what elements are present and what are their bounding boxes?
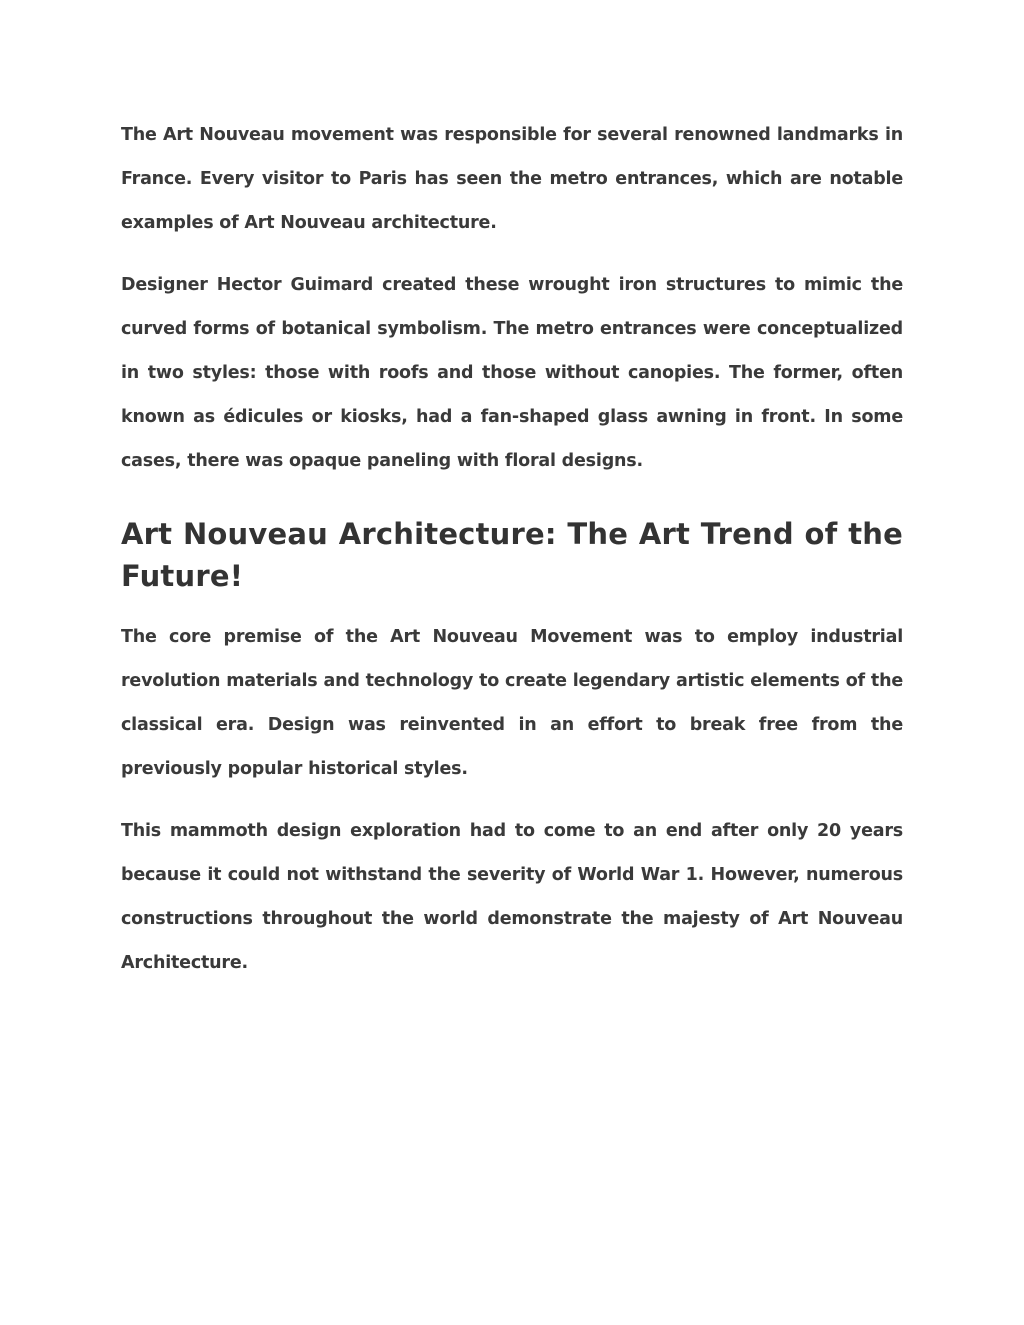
document-page bbox=[121, 113, 903, 1003]
paragraph-design-exploration: This mammoth design exploration had to come to an end after only 20 years because it could not withstand the severity of World War 1. However, numerous constructions throughout the world demonstrate the majesty of Art Nouveau Architecture. bbox=[121, 821, 903, 973]
paragraph-guimard-structures: Designer Hector Guimard created these wrought iron structures to mimic the curved forms of botanical symbolism. The metro entrances were conceptualized in two styles: those with roofs and those without canopies. The former, often known as édicules or kiosks, had a fan-shaped glass awning in front. In some cases, there was opaque paneling with floral designs. bbox=[121, 275, 903, 471]
paragraph-core-premise: The core premise of the Art Nouveau Movement was to employ industrial revolution materials and technology to create legendary artistic elements of the classical era. Design was reinvented in an effort to break free from the previously popular historical styles. bbox=[121, 627, 903, 779]
paragraph-metro-landmarks: The Art Nouveau movement was responsible for several renowned landmarks in France. Every visitor to Paris has seen the metro entrances, which are notable examples of Art Nouveau architecture. bbox=[121, 125, 903, 233]
section-heading: Art Nouveau Architecture: The Art Trend of the Future! bbox=[121, 517, 903, 593]
